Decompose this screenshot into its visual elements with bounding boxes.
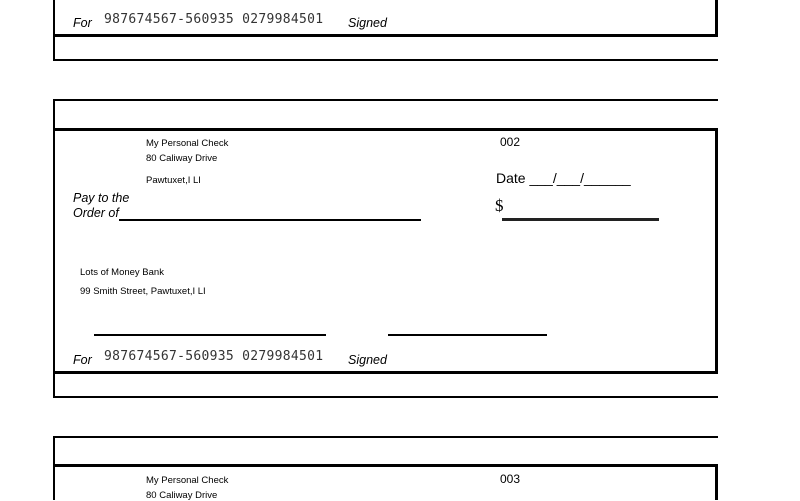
bank-address: 99 Smith Street, Pawtuxet,I LI — [80, 286, 206, 297]
check-3-left-border — [53, 436, 55, 500]
amount-line[interactable] — [502, 218, 659, 221]
signed-label: Signed — [348, 353, 387, 367]
micr-line: 987674567-560935 0279984501 — [104, 349, 324, 364]
check-number: 002 — [500, 135, 521, 149]
date-field[interactable]: Date ___/___/______ — [496, 170, 631, 186]
signature-line[interactable] — [388, 334, 547, 336]
pay-to-label-line2: Order of — [73, 206, 119, 220]
check-2-left-border — [53, 99, 55, 398]
owner-name: My Personal Check — [146, 138, 229, 149]
check-3-top-border — [53, 464, 718, 467]
signed-label: Signed — [348, 16, 387, 30]
check-1-left-border — [53, 0, 55, 61]
owner-city: Pawtuxet,I LI — [146, 175, 201, 186]
check-2-bottom-border — [53, 371, 718, 374]
for-label: For — [73, 16, 92, 30]
check-2-top-border — [53, 128, 718, 131]
check-2-stub-top — [53, 99, 718, 101]
check-number: 003 — [500, 472, 521, 486]
check-1-stub-bottom — [53, 59, 718, 61]
check-3-stub-top — [53, 436, 718, 438]
owner-name: My Personal Check — [146, 475, 229, 486]
for-label: For — [73, 353, 92, 367]
pay-to-label-line1: Pay to the — [73, 191, 130, 205]
check-1-bottom-border — [53, 34, 718, 37]
memo-line[interactable] — [94, 334, 326, 336]
check-2-stub-bottom — [53, 396, 718, 398]
payee-line[interactable] — [119, 219, 421, 221]
dollar-sign: $ — [495, 196, 504, 215]
check-3-right-border — [715, 464, 718, 500]
check-1-right-border — [715, 0, 718, 37]
bank-name: Lots of Money Bank — [80, 267, 164, 278]
micr-line: 987674567-560935 0279984501 — [104, 12, 324, 27]
owner-street: 80 Caliway Drive — [146, 153, 218, 164]
owner-street: 80 Caliway Drive — [146, 490, 218, 501]
check-2-right-border — [715, 128, 718, 374]
